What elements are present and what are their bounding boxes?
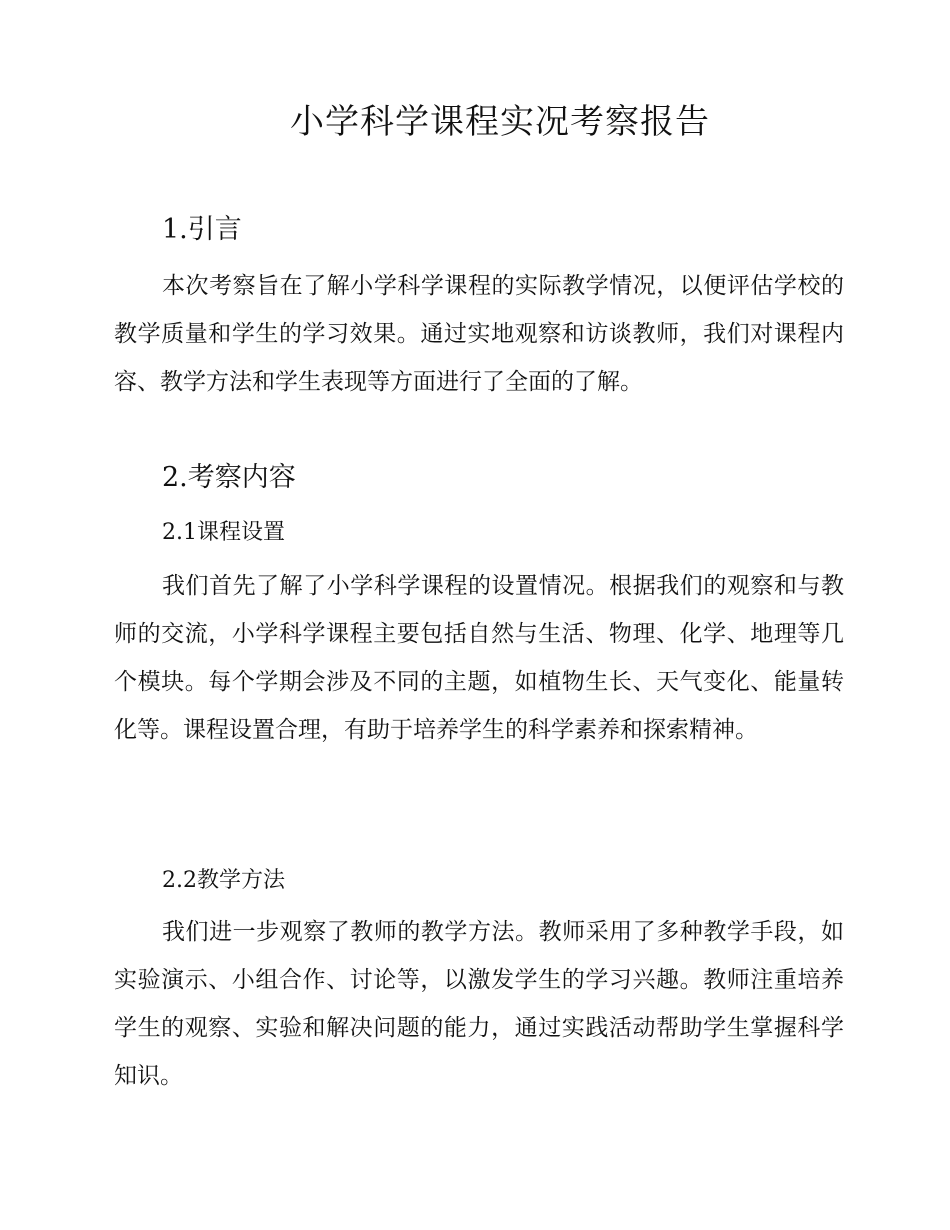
section-heading-introduction: 1.引言 bbox=[162, 214, 242, 245]
section-heading-content: 2.考察内容 bbox=[162, 462, 296, 493]
subsection-heading-course-setup: 2.1课程设置 bbox=[162, 520, 285, 545]
document-title: 小学科学课程实况考察报告 bbox=[290, 102, 710, 142]
teaching-methods-paragraph: 我们进一步观察了教师的教学方法。教师采用了多种教学手段，如实验演示、小组合作、讨论等，以激发学生的学习兴趣。教师注重培养学生的观察、实验和解决问题的能力，通过实践活动帮助学生掌握科学知识。 bbox=[114, 919, 844, 1089]
course-setup-paragraph: 我们首先了解了小学科学课程的设置情况。根据我们的观察和与教师的交流，小学科学课程主要包括自然与生活、物理、化学、地理等几个模块。每个学期会涉及不同的主题，如植物生长、天气变化、能量转化等。课程设置合理，有助于培养学生的科学素养和探索精神。 bbox=[114, 573, 844, 743]
introduction-paragraph: 本次考察旨在了解小学科学课程的实际教学情况，以便评估学校的教学质量和学生的学习效果。通过实地观察和访谈教师，我们对课程内容、教学方法和学生表现等方面进行了全面的了解。 bbox=[114, 273, 844, 395]
subsection-heading-teaching-methods: 2.2教学方法 bbox=[162, 868, 285, 893]
